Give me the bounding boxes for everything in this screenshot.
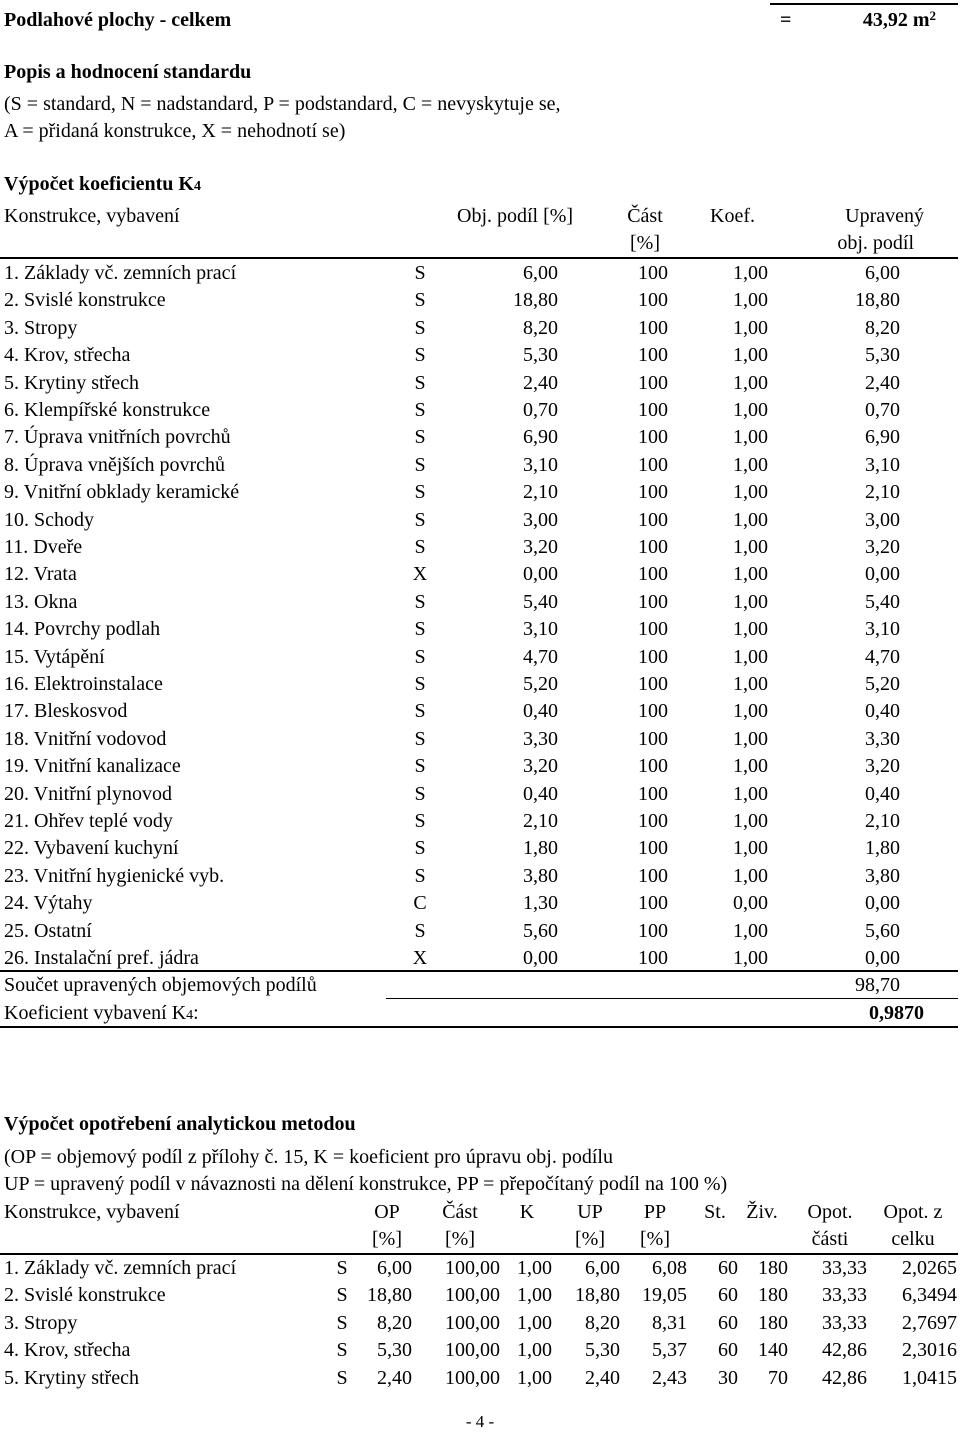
k4-cell-koef: 1,00	[733, 782, 768, 805]
k4-cell-koef: 1,00	[733, 426, 768, 449]
k4-koef-label: Koeficient vybavení K4:	[4, 1002, 199, 1024]
k4-cell-name: 11. Dveře	[4, 536, 83, 558]
k4-cell-koef: 1,00	[733, 344, 768, 367]
op-cell-op: 18,80	[367, 1284, 412, 1307]
k4-header-cast: Část [%]	[627, 205, 663, 254]
k4-cell-koef: 1,00	[733, 727, 768, 750]
opotreb-heading: Výpočet opotřebení analytickou metodou	[4, 1113, 356, 1135]
op-cell-std: S	[336, 1311, 348, 1334]
k4-cell-upr: 3,20	[865, 755, 900, 778]
k4-cell-obj: 8,20	[523, 316, 558, 339]
k4-cell-koef: 1,00	[733, 508, 768, 531]
k4-cell-koef: 1,00	[733, 399, 768, 421]
k4-cell-upr: 0,40	[865, 700, 900, 723]
k4-cell-std: S	[414, 810, 426, 832]
op-cell-name: 5. Krytiny střech	[4, 1366, 139, 1389]
k4-cell-koef: 1,00	[733, 536, 768, 558]
op-header-op: OP [%]	[372, 1201, 402, 1250]
k4-cell-koef: 1,00	[733, 947, 768, 969]
k4-cell-cast: 100	[638, 755, 668, 778]
op-cell-k: 1,00	[517, 1339, 552, 1362]
k4-cell-name: 8. Úprava vnějších povrchů	[4, 453, 226, 476]
op-cell-up: 8,20	[585, 1311, 620, 1334]
k4-cell-upr: 3,10	[865, 453, 900, 476]
op-cell-pp: 6,08	[652, 1257, 687, 1279]
k4-cell-cast: 100	[638, 782, 668, 805]
k4-cell-obj: 1,80	[523, 837, 558, 860]
k4-cell-obj: 2,10	[523, 810, 558, 832]
k4-cell-name: 20. Vnitřní plynovod	[4, 782, 172, 805]
k4-cell-std: S	[414, 864, 426, 887]
op-cell-std: S	[336, 1284, 348, 1307]
k4-cell-upr: 0,00	[865, 892, 900, 915]
op-cell-name: 2. Svislé konstrukce	[4, 1284, 166, 1307]
k4-cell-std: S	[414, 536, 426, 558]
k4-cell-cast: 100	[638, 673, 668, 695]
k4-koef-value: 0,9870	[869, 1002, 924, 1024]
k4-bottom-rule	[0, 970, 958, 972]
op-cell-std: S	[336, 1366, 348, 1389]
op-cell-cast: 100,00	[445, 1257, 500, 1279]
op-cell-std: S	[336, 1339, 348, 1362]
k4-cell-cast: 100	[638, 618, 668, 641]
k4-cell-koef: 1,00	[733, 645, 768, 668]
k4-cell-upr: 8,20	[865, 316, 900, 339]
k4-cell-cast: 100	[638, 262, 668, 284]
op-cell-st: 30	[718, 1366, 738, 1389]
k4-cell-obj: 0,40	[523, 782, 558, 805]
op-cell-ziv: 180	[758, 1257, 788, 1279]
k4-cell-std: X	[412, 563, 428, 586]
k4-cell-name: 9. Vnitřní obklady keramické	[4, 481, 240, 504]
k4-cell-koef: 1,00	[733, 618, 768, 641]
k4-cell-obj: 2,10	[523, 481, 558, 504]
k4-cell-obj: 4,70	[523, 645, 558, 668]
k4-cell-name: 15. Vytápění	[4, 645, 105, 668]
k4-cell-upr: 5,30	[865, 344, 900, 367]
k4-cell-std: S	[414, 371, 426, 394]
k4-cell-cast: 100	[638, 645, 668, 668]
k4-cell-upr: 5,20	[865, 673, 900, 695]
k4-cell-obj: 3,10	[523, 618, 558, 641]
op-cell-std: S	[336, 1257, 348, 1279]
k4-cell-name: 25. Ostatní	[4, 919, 92, 942]
k4-cell-cast: 100	[638, 371, 668, 394]
op-cell-opc: 33,33	[822, 1311, 867, 1334]
k4-header-koef: Koef.	[710, 205, 755, 227]
k4-cell-koef: 1,00	[733, 590, 768, 613]
op-cell-ziv: 180	[758, 1284, 788, 1307]
k4-cell-obj: 0,00	[523, 563, 558, 586]
k4-header-rule	[0, 257, 958, 259]
k4-cell-obj: 0,40	[523, 700, 558, 723]
k4-cell-upr: 3,20	[865, 536, 900, 558]
op-cell-ziv: 180	[758, 1311, 788, 1334]
k4-cell-name: 7. Úprava vnitřních povrchů	[4, 426, 231, 449]
k4-cell-cast: 100	[638, 892, 668, 915]
k4-cell-upr: 6,00	[865, 262, 900, 284]
k4-cell-std: S	[414, 782, 426, 805]
k4-cell-cast: 100	[638, 864, 668, 887]
op-cell-up: 2,40	[585, 1366, 620, 1389]
k4-header-obj: Obj. podíl [%]	[457, 205, 574, 227]
k4-cell-upr: 0,40	[865, 782, 900, 805]
k4-cell-cast: 100	[638, 563, 668, 586]
k4-cell-upr: 3,30	[865, 727, 900, 750]
k4-cell-koef: 1,00	[733, 673, 768, 695]
op-cell-opc: 42,86	[822, 1366, 867, 1389]
header-rule	[770, 3, 958, 5]
k4-cell-koef: 1,00	[733, 453, 768, 476]
k4-cell-name: 26. Instalační pref. jádra	[4, 947, 199, 969]
op-cell-name: 4. Krov, střecha	[4, 1339, 131, 1362]
k4-cell-obj: 3,80	[523, 864, 558, 887]
k4-cell-std: S	[414, 262, 426, 284]
op-header-st: St.	[704, 1201, 726, 1223]
page-number: - 4 -	[465, 1412, 495, 1431]
op-header-cast: Část [%]	[442, 1201, 478, 1250]
total-value: 43,92 $m^2$	[862, 8, 936, 31]
k4-cell-std: S	[414, 481, 426, 504]
k4-cell-std: S	[414, 700, 426, 723]
k4-cell-std: S	[414, 618, 426, 641]
k4-cell-name: 23. Vnitřní hygienické vyb.	[4, 864, 225, 887]
k4-cell-name: 14. Povrchy podlah	[4, 618, 161, 641]
k4-cell-upr: 2,10	[865, 481, 900, 504]
k4-cell-std: S	[414, 755, 426, 778]
k4-cell-upr: 5,40	[865, 590, 900, 613]
k4-cell-koef: 1,00	[733, 810, 768, 832]
k4-cell-obj: 6,90	[523, 426, 558, 449]
op-cell-cast: 100,00	[445, 1339, 500, 1362]
k4-cell-name: 19. Vnitřní kanalizace	[4, 755, 181, 778]
k4-cell-koef: 1,00	[733, 316, 768, 339]
k4-cell-koef: 1,00	[733, 481, 768, 504]
k4-header-upr: Upravený obj. podíl	[837, 205, 924, 254]
k4-cell-name: 1. Základy vč. zemních prací	[4, 262, 237, 284]
k4-cell-std: S	[414, 919, 426, 942]
k4-cell-name: 22. Vybavení kuchyní	[4, 837, 179, 860]
k4-cell-name: 5. Krytiny střech	[4, 371, 139, 394]
k4-cell-name: 21. Ohřev teplé vody	[4, 810, 173, 832]
k4-cell-koef: 1,00	[733, 371, 768, 394]
k4-cell-cast: 100	[638, 481, 668, 504]
op-cell-name: 1. Základy vč. zemních prací	[4, 1257, 237, 1279]
op-cell-cast: 100,00	[445, 1366, 500, 1389]
k4-heading: Výpočet koeficientu K4	[4, 173, 201, 195]
k4-cell-std: C	[413, 892, 427, 915]
k4-cell-obj: 2,40	[523, 371, 558, 394]
k4-cell-koef: 1,00	[733, 864, 768, 887]
op-cell-name: 3. Stropy	[4, 1311, 78, 1334]
k4-cell-std: S	[414, 399, 426, 421]
k4-cell-upr: 2,40	[865, 371, 900, 394]
op-cell-op: 6,00	[377, 1257, 412, 1279]
k4-cell-cast: 100	[638, 453, 668, 476]
op-header-opz: Opot. z celku	[883, 1201, 943, 1250]
k4-cell-cast: 100	[638, 837, 668, 860]
op-cell-up: 5,30	[585, 1339, 620, 1362]
op-cell-ziv: 70	[768, 1366, 788, 1389]
op-cell-opz: 2,0265	[902, 1257, 957, 1279]
k4-cell-koef: 1,00	[733, 919, 768, 942]
k4-cell-cast: 100	[638, 508, 668, 531]
k4-cell-cast: 100	[638, 426, 668, 449]
op-cell-opc: 33,33	[822, 1284, 867, 1307]
k4-koef-rule	[0, 1026, 958, 1028]
k4-cell-obj: 3,20	[523, 536, 558, 558]
k4-cell-cast: 100	[638, 590, 668, 613]
op-cell-pp: 2,43	[652, 1366, 687, 1389]
k4-cell-cast: 100	[638, 399, 668, 421]
k4-cell-upr: 1,80	[865, 837, 900, 860]
k4-cell-upr: 0,00	[865, 563, 900, 586]
k4-cell-std: S	[414, 590, 426, 613]
k4-cell-upr: 6,90	[865, 426, 900, 449]
k4-cell-upr: 3,10	[865, 618, 900, 641]
k4-cell-obj: 18,80	[513, 289, 558, 312]
k4-cell-koef: 1,00	[733, 755, 768, 778]
k4-cell-name: 3. Stropy	[4, 316, 78, 339]
op-cell-op: 2,40	[377, 1366, 412, 1389]
op-header-ziv: Živ.	[746, 1201, 778, 1223]
k4-cell-upr: 3,00	[865, 508, 900, 531]
k4-cell-name: 2. Svislé konstrukce	[4, 289, 166, 312]
page-title: Podlahové plochy - celkem	[4, 9, 232, 31]
opotreb-line-1: (OP = objemový podíl z přílohy č. 15, K = koeficient pro úpravu obj. podílu	[4, 1146, 613, 1168]
k4-cell-std: S	[414, 837, 426, 860]
op-cell-pp: 19,05	[642, 1284, 687, 1307]
k4-cell-koef: 1,00	[733, 262, 768, 284]
k4-cell-upr: 3,80	[865, 864, 900, 887]
k4-cell-obj: 1,30	[523, 892, 558, 915]
op-cell-opz: 2,3016	[902, 1339, 957, 1362]
k4-cell-obj: 0,00	[523, 947, 558, 969]
k4-cell-std: S	[414, 289, 426, 312]
op-header-up: UP [%]	[575, 1201, 605, 1250]
op-cell-opc: 42,86	[822, 1339, 867, 1362]
op-cell-up: 18,80	[575, 1284, 620, 1307]
k4-cell-name: 18. Vnitřní vodovod	[4, 727, 167, 750]
k4-cell-cast: 100	[638, 289, 668, 312]
op-header-rule	[0, 1253, 958, 1255]
k4-cell-name: 12. Vrata	[4, 563, 77, 586]
k4-cell-cast: 100	[638, 727, 668, 750]
k4-sum-rule	[386, 998, 958, 999]
op-cell-st: 60	[718, 1257, 738, 1279]
k4-cell-cast: 100	[638, 947, 668, 969]
k4-cell-upr: 5,60	[865, 919, 900, 942]
op-cell-st: 60	[718, 1311, 738, 1334]
k4-cell-obj: 3,20	[523, 755, 558, 778]
k4-cell-name: 24. Výtahy	[4, 892, 93, 915]
total-eq: =	[780, 9, 792, 31]
k4-header-name: Konstrukce, vybavení	[4, 205, 180, 227]
standard-heading: Popis a hodnocení standardu	[4, 61, 252, 83]
op-cell-op: 5,30	[377, 1339, 412, 1362]
k4-cell-koef: 1,00	[733, 837, 768, 860]
op-cell-op: 8,20	[377, 1311, 412, 1334]
k4-cell-cast: 100	[638, 810, 668, 832]
k4-cell-cast: 100	[638, 700, 668, 723]
k4-cell-std: S	[414, 426, 426, 449]
k4-cell-upr: 2,10	[865, 810, 900, 832]
k4-cell-upr: 18,80	[855, 289, 900, 312]
k4-cell-upr: 0,70	[865, 399, 900, 421]
k4-cell-obj: 5,60	[523, 919, 558, 942]
k4-cell-cast: 100	[638, 316, 668, 339]
k4-cell-cast: 100	[638, 919, 668, 942]
op-cell-opz: 1,0415	[902, 1366, 957, 1389]
k4-sum-label: Součet upravených objemových podílů	[4, 974, 317, 996]
k4-cell-std: S	[414, 508, 426, 531]
k4-sum-value: 98,70	[855, 974, 900, 996]
k4-cell-std: S	[414, 316, 426, 339]
k4-cell-std: S	[414, 645, 426, 668]
op-cell-cast: 100,00	[445, 1284, 500, 1307]
k4-cell-obj: 3,10	[523, 453, 558, 476]
k4-cell-koef: 0,00	[733, 892, 768, 915]
k4-cell-name: 13. Okna	[4, 590, 78, 613]
k4-cell-obj: 5,40	[523, 590, 558, 613]
k4-cell-obj: 5,30	[523, 344, 558, 367]
op-cell-opz: 2,7697	[902, 1311, 957, 1334]
k4-cell-upr: 0,00	[865, 947, 900, 969]
k4-cell-koef: 1,00	[733, 563, 768, 586]
op-header-k: K	[519, 1201, 535, 1223]
op-header-opc: Opot. části	[807, 1201, 853, 1250]
opotreb-line-2: UP = upravený podíl v návaznosti na dělení konstrukce, PP = přepočítaný podíl na 100 %)	[4, 1173, 728, 1195]
k4-cell-std: X	[412, 947, 428, 969]
k4-cell-obj: 3,00	[523, 508, 558, 531]
k4-cell-obj: 5,20	[523, 673, 558, 695]
op-cell-pp: 5,37	[652, 1339, 687, 1362]
k4-cell-name: 16. Elektroinstalace	[4, 673, 163, 695]
k4-cell-obj: 3,30	[523, 727, 558, 750]
k4-cell-std: S	[414, 673, 426, 695]
k4-cell-obj: 0,70	[523, 399, 558, 421]
standard-line-1: (S = standard, N = nadstandard, P = podstandard, C = nevyskytuje se,	[4, 93, 561, 115]
k4-cell-std: S	[414, 453, 426, 476]
k4-cell-name: 6. Klempířské konstrukce	[4, 399, 211, 421]
op-cell-k: 1,00	[517, 1257, 552, 1279]
op-cell-ziv: 140	[758, 1339, 788, 1362]
op-cell-st: 60	[718, 1339, 738, 1362]
k4-cell-std: S	[414, 344, 426, 367]
op-cell-opz: 6,3494	[902, 1284, 957, 1307]
op-cell-cast: 100,00	[445, 1311, 500, 1334]
op-header-pp: PP [%]	[640, 1201, 670, 1250]
op-cell-up: 6,00	[585, 1257, 620, 1279]
standard-line-2: A = přidaná konstrukce, X = nehodnotí se)	[4, 120, 346, 142]
k4-cell-koef: 1,00	[733, 700, 768, 723]
op-cell-st: 60	[718, 1284, 738, 1307]
k4-cell-name: 17. Bleskosvod	[4, 700, 128, 723]
k4-cell-cast: 100	[638, 536, 668, 558]
k4-cell-name: 4. Krov, střecha	[4, 344, 131, 367]
k4-cell-upr: 4,70	[865, 645, 900, 668]
op-header-name: Konstrukce, vybavení	[4, 1201, 180, 1223]
op-cell-pp: 8,31	[652, 1311, 687, 1334]
op-cell-opc: 33,33	[822, 1257, 867, 1279]
op-cell-k: 1,00	[517, 1284, 552, 1307]
op-cell-k: 1,00	[517, 1366, 552, 1389]
k4-cell-koef: 1,00	[733, 289, 768, 312]
op-cell-k: 1,00	[517, 1311, 552, 1334]
k4-cell-std: S	[414, 727, 426, 750]
k4-cell-cast: 100	[638, 344, 668, 367]
k4-cell-name: 10. Schody	[4, 508, 94, 531]
k4-cell-obj: 6,00	[523, 262, 558, 284]
